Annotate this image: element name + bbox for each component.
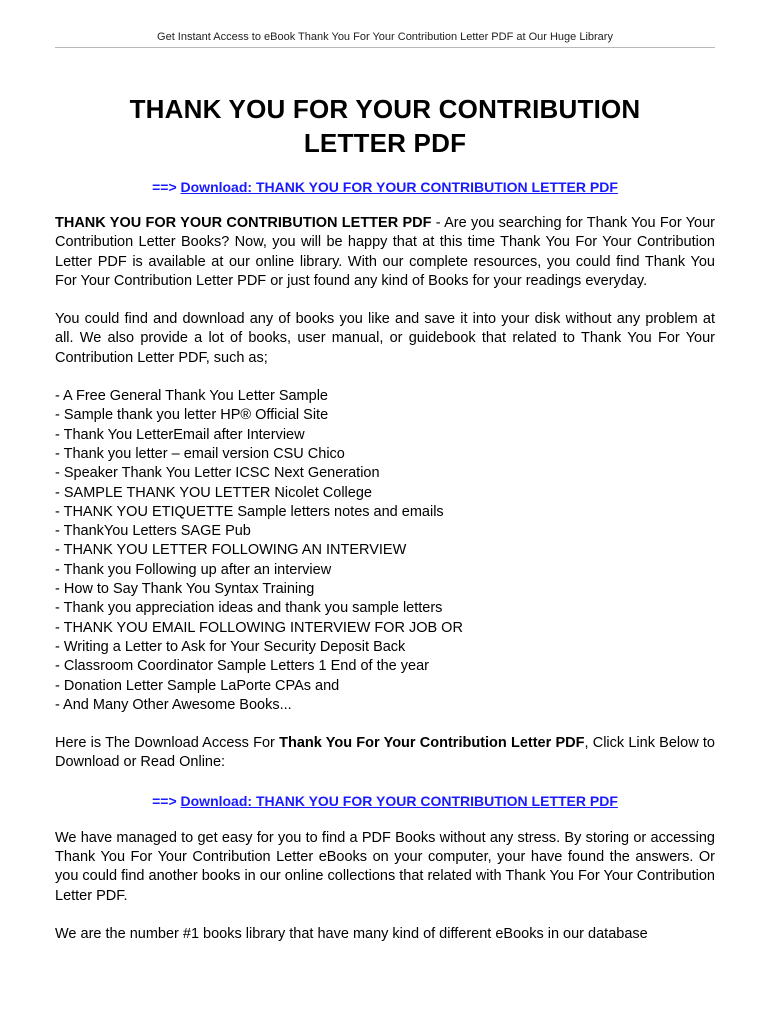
list-item: - SAMPLE THANK YOU LETTER Nicolet College [55, 484, 372, 501]
header-divider [55, 47, 715, 48]
list-item: - THANK YOU LETTER FOLLOWING AN INTERVIEW [55, 542, 407, 559]
intro-paragraph [55, 214, 715, 291]
header-text: Get Instant Access to eBook Thank You For Your Contribution Letter PDF at Our Huge Library [157, 31, 613, 43]
download-link-bottom-anchor[interactable]: Download: THANK YOU FOR YOUR CONTRIBUTION LETTER PDF [180, 792, 618, 809]
document-title [55, 92, 715, 160]
download-link-bottom [55, 792, 715, 810]
list-item: - Donation Letter Sample LaPorte CPAs and [55, 677, 340, 694]
list-item: - Thank you appreciation ideas and thank you sample letters [55, 600, 443, 617]
download-arrow: ==> [152, 179, 181, 195]
list-item: - And Many Other Awesome Books... [55, 696, 292, 713]
download-link-top [55, 178, 715, 196]
list-item: - Thank you Following up after an interview [55, 561, 332, 578]
access-bold: Thank You For Your Contribution Letter PDF [279, 735, 585, 752]
document-body [55, 92, 715, 944]
list-item: - Speaker Thank You Letter ICSC Next Generation [55, 465, 380, 482]
download-arrow: ==> [152, 792, 181, 809]
page-header [55, 30, 715, 44]
list-item: - Sample thank you letter HP® Official Site [55, 407, 329, 424]
list-item: - Thank you letter – email version CSU Chico [55, 445, 345, 462]
list-item: - Writing a Letter to Ask for Your Security Deposit Back [55, 638, 406, 655]
list-item: - Classroom Coordinator Sample Letters 1 End of the year [55, 658, 429, 675]
access-paragraph [55, 734, 715, 773]
intro-bold-lead: THANK YOU FOR YOUR CONTRIBUTION LETTER PDF [55, 215, 432, 231]
access-before: Here is The Download Access For [55, 735, 280, 752]
list-item: - ThankYou Letters SAGE Pub [55, 523, 251, 540]
paragraph-2: You could find and download any of books you like and save it into your disk without any problem at all. We also provide a lot of books, user manual, or guidebook that related to Thank You For Your Contribution Letter PDF, such as; [55, 311, 715, 366]
paragraph-5: We are the number #1 books library that have many kind of different eBooks in our database [55, 925, 648, 942]
list-item: - How to Say Thank You Syntax Training [55, 581, 315, 598]
title-line-1: THANK YOU FOR YOUR CONTRIBUTION [129, 94, 641, 124]
book-list [55, 387, 715, 715]
list-item: - Thank You LetterEmail after Interview [55, 426, 305, 443]
title-line-2: LETTER PDF [303, 128, 467, 158]
list-item: - THANK YOU EMAIL FOLLOWING INTERVIEW FOR JOB OR [55, 619, 463, 636]
intro-text: - Are you searching for Thank You For Your Contribution Letter Books? Now, you will be happy that at this time Thank You For Your Contribution Letter PDF is available at our online library. With our complete resources, you could find Thank You For Your Contribution Letter PDF or just found any kind of Books for your readings everyday. [55, 215, 715, 289]
list-item: - A Free General Thank You Letter Sample [55, 388, 328, 405]
download-link-top-anchor[interactable]: Download: THANK YOU FOR YOUR CONTRIBUTION LETTER PDF [180, 179, 618, 195]
list-item: - THANK YOU ETIQUETTE Sample letters notes and emails [55, 503, 444, 520]
access-after: , Click Link Below to Download or Read Online: [55, 735, 715, 771]
paragraph-4: We have managed to get easy for you to find a PDF Books without any stress. By storing or accessing Thank You For Your Contribution Letter eBooks on your computer, your have found the answers. Or you could find another books in our online collections that related with Thank You For Your Contribution Letter PDF. [55, 829, 715, 904]
